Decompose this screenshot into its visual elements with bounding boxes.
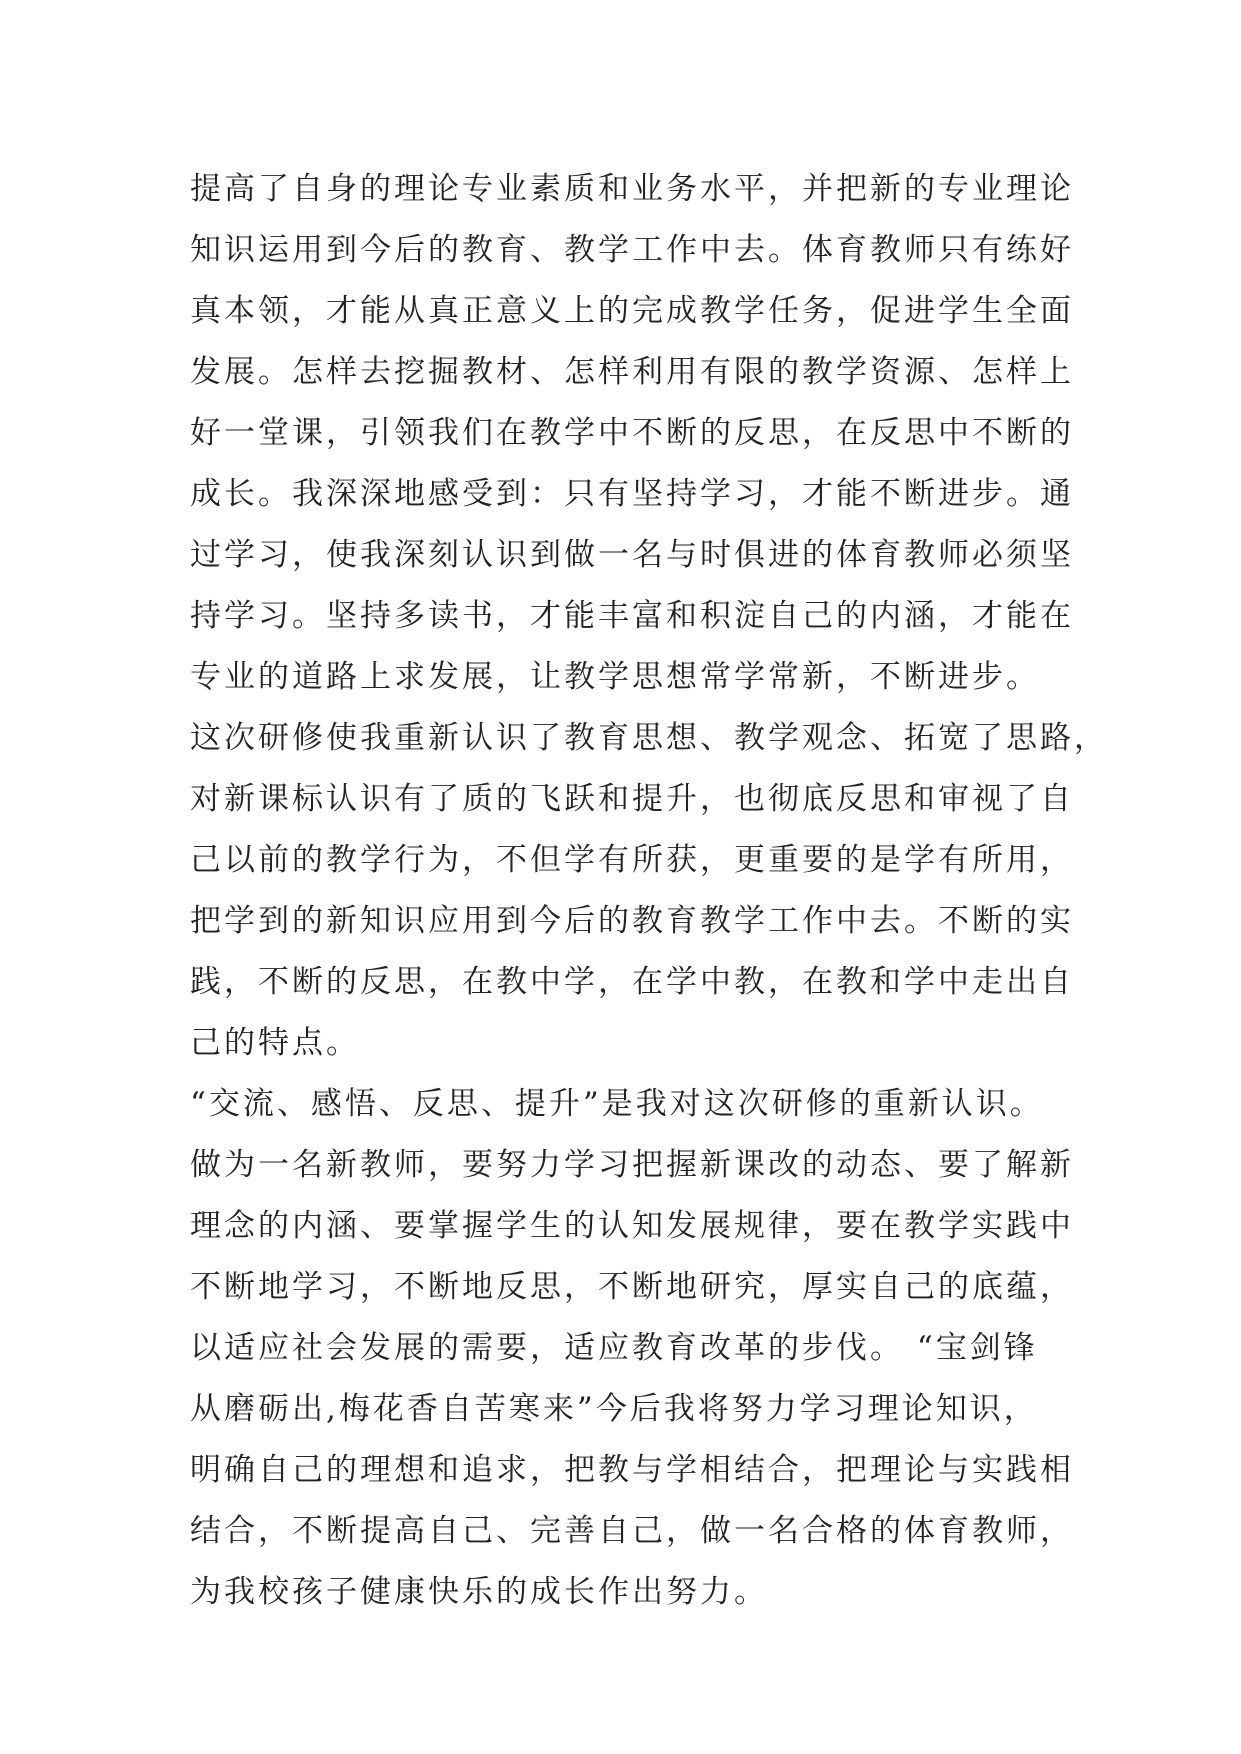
text-line: 真本领，才能从真正意义上的完成教学任务，促进学生全面 bbox=[190, 293, 1074, 329]
text-line: 明确自己的理想和追求，把教与学相结合，把理论与实践相 bbox=[190, 1452, 1074, 1488]
text-line: 把学到的新知识应用到今后的教育教学工作中去。不断的实 bbox=[190, 903, 1074, 939]
text-line: 提高了自身的理论专业素质和业务水平，并把新的专业理论 bbox=[190, 171, 1074, 207]
text-line: 为我校孩子健康快乐的成长作出努力。 bbox=[190, 1574, 768, 1610]
text-line: 好一堂课，引领我们在教学中不断的反思，在反思中不断的 bbox=[190, 415, 1074, 451]
text-line: 从磨砺出,梅花香自苦寒来”今后我将努力学习理论知识， bbox=[190, 1391, 1038, 1427]
text-line: 己的特点。 bbox=[190, 1025, 360, 1061]
text-line: 不断地学习，不断地反思，不断地研究，厚实自己的底蕴， bbox=[190, 1269, 1074, 1305]
text-line: “交流、感悟、反思、提升”是我对这次研修的重新认识。 bbox=[190, 1086, 1044, 1122]
text-line: 成长。我深深地感受到：只有坚持学习，才能不断进步。通 bbox=[190, 476, 1074, 512]
text-line: 对新课标认识有了质的飞跃和提升，也彻底反思和审视了自 bbox=[190, 781, 1074, 817]
text-line: 这次研修使我重新认识了教育思想、教学观念、拓宽了思路， bbox=[190, 720, 1108, 756]
text-line: 做为一名新教师，要努力学习把握新课改的动态、要了解新 bbox=[190, 1147, 1074, 1183]
text-line: 专业的道路上求发展，让教学思想常学常新，不断进步。 bbox=[190, 659, 1040, 695]
text-line: 践，不断的反思，在教中学，在学中教，在教和学中走出自 bbox=[190, 964, 1074, 1000]
text-line: 持学习。坚持多读书，才能丰富和积淀自己的内涵，才能在 bbox=[190, 598, 1074, 634]
text-line: 知识运用到今后的教育、教学工作中去。体育教师只有练好 bbox=[190, 232, 1074, 268]
text-line: 理念的内涵、要掌握学生的认知发展规律，要在教学实践中 bbox=[190, 1208, 1074, 1244]
text-line: 己以前的教学行为，不但学有所获，更重要的是学有所用， bbox=[190, 842, 1074, 878]
text-line: 发展。怎样去挖掘教材、怎样利用有限的教学资源、怎样上 bbox=[190, 354, 1074, 390]
text-line: 结合，不断提高自己、完善自己，做一名合格的体育教师， bbox=[190, 1513, 1074, 1549]
text-line: 过学习，使我深刻认识到做一名与时俱进的体育教师必须坚 bbox=[190, 537, 1074, 573]
body-text bbox=[190, 159, 1108, 1623]
text-line: 以适应社会发展的需要，适应教育改革的步伐。 “宝剑锋 bbox=[190, 1330, 1038, 1366]
